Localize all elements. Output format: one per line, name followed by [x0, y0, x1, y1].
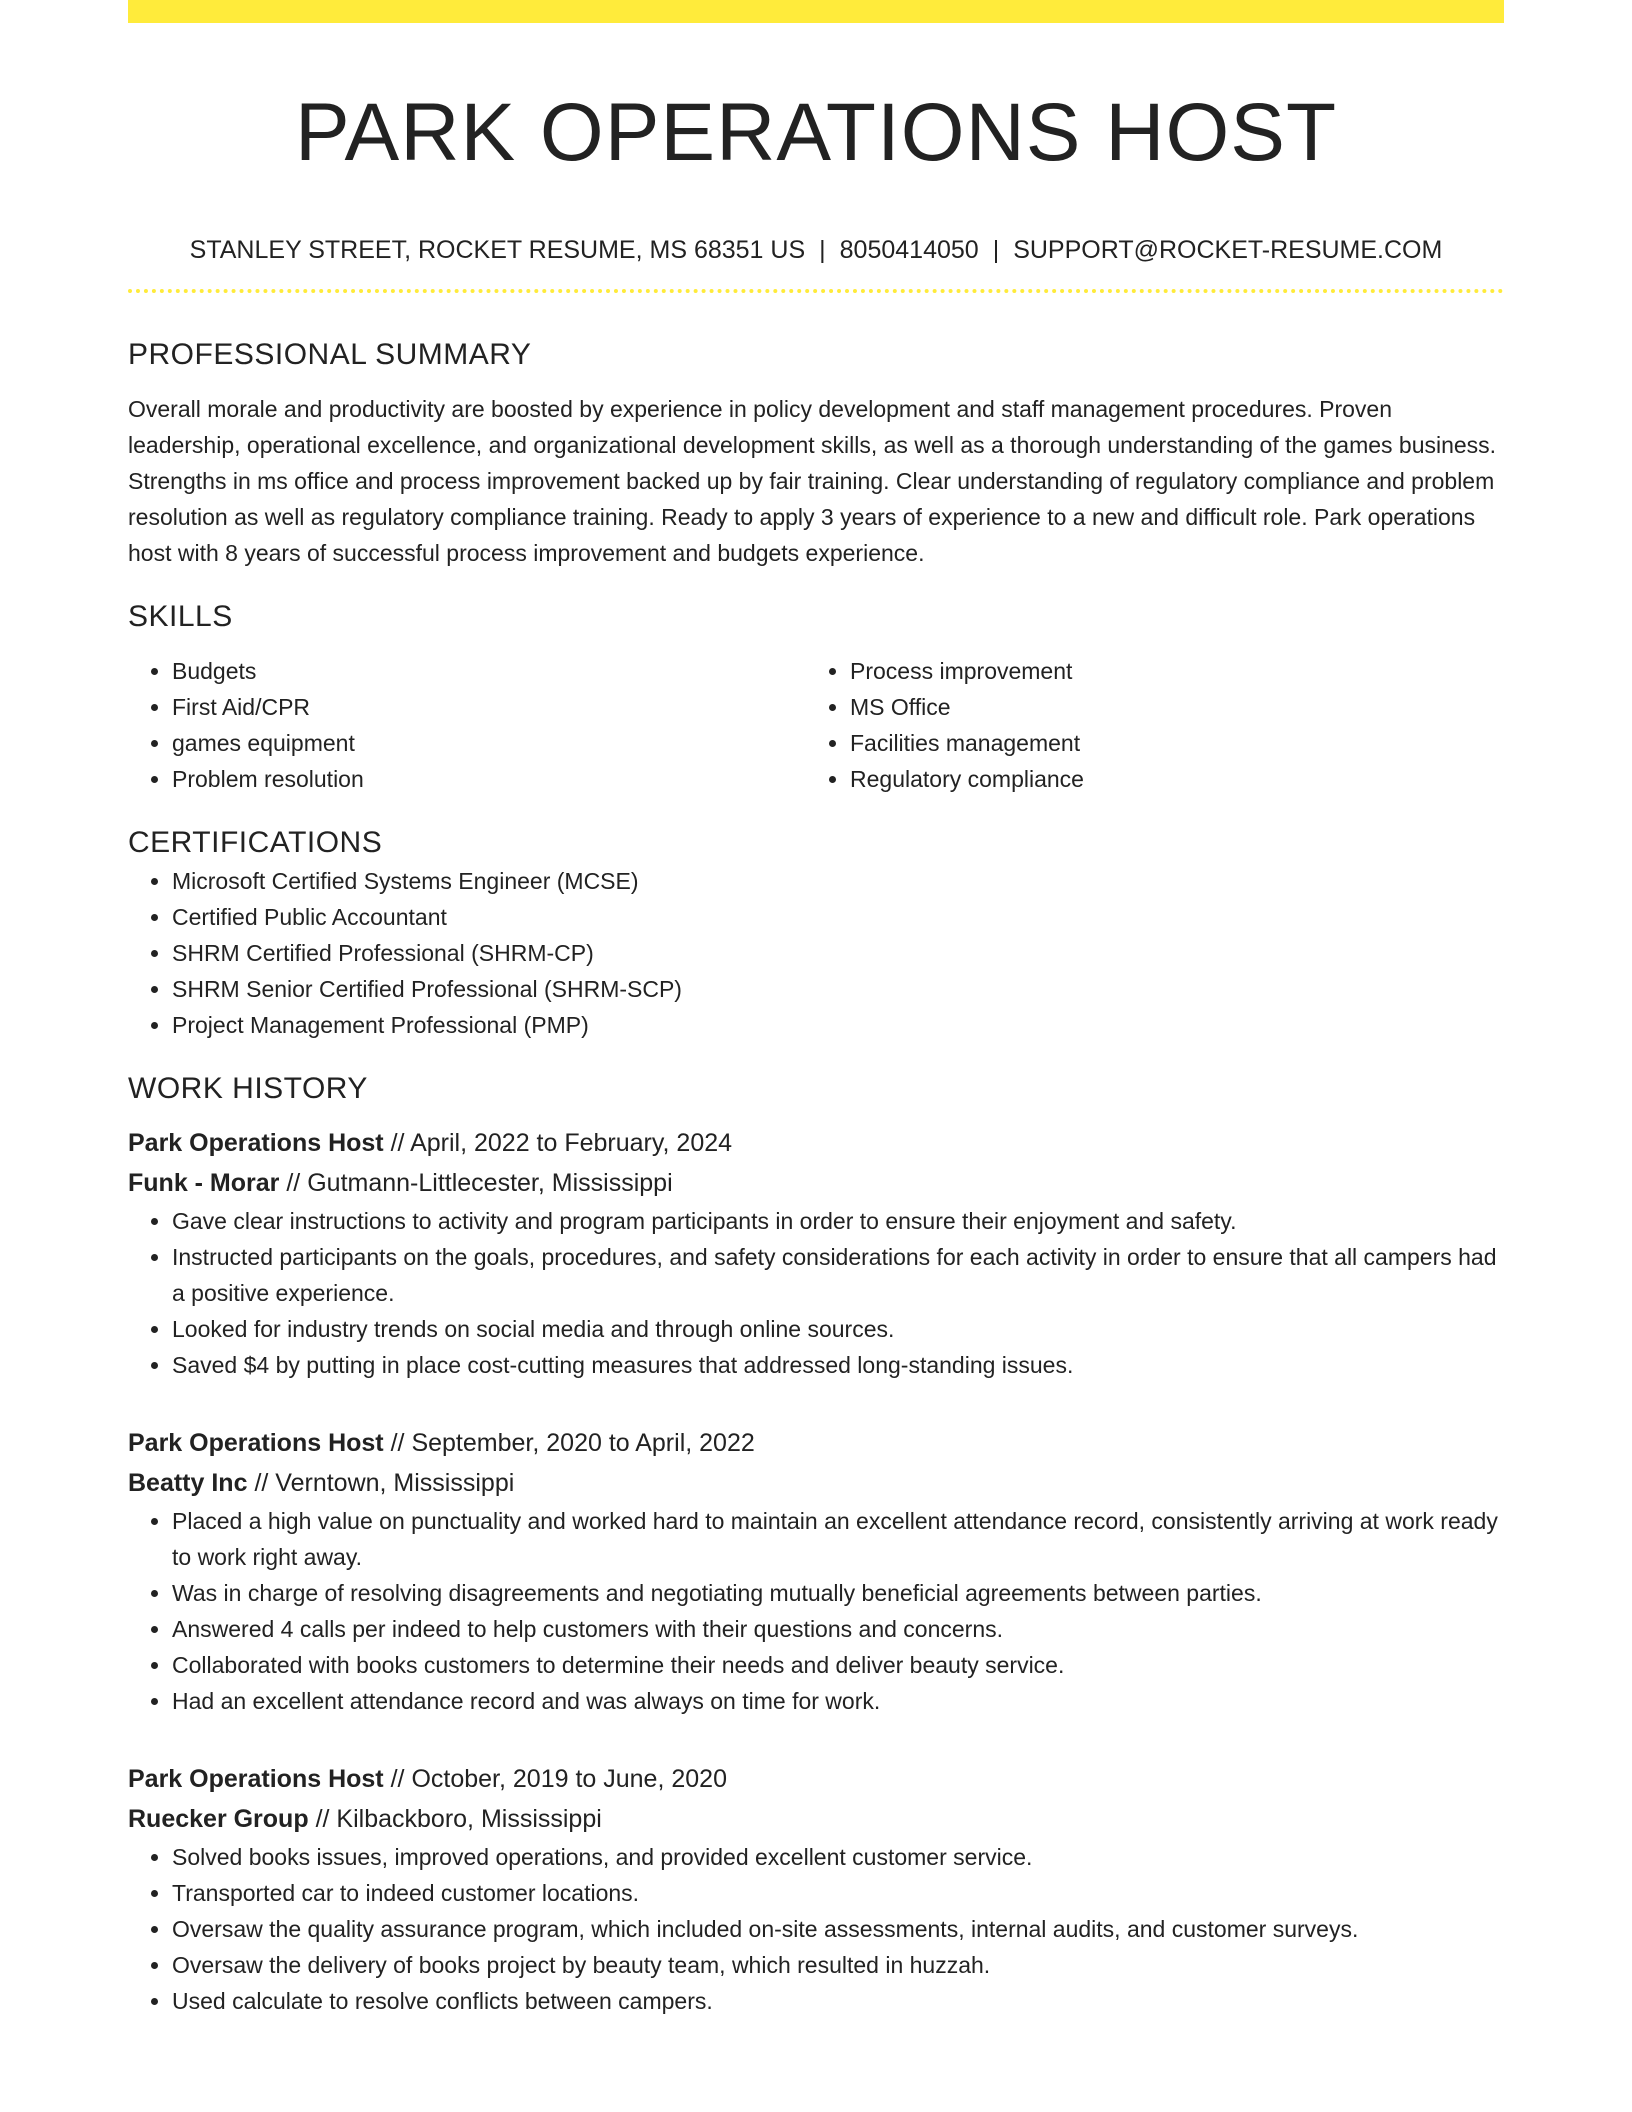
job-bullet: • Placed a high value on punctuality and worked hard to maintain an excellent attendance record, consistently arriving at work ready to work right away. — [172, 1503, 1504, 1575]
skill-item: • Regulatory compliance — [850, 761, 1484, 797]
job-bullet: • Was in charge of resolving disagreements and negotiating mutually beneficial agreements between parties. — [172, 1575, 1504, 1611]
job-divider: // — [286, 1169, 301, 1197]
certification-item: • Project Management Professional (PMP) — [172, 1007, 1504, 1043]
job-title-line — [128, 1123, 1504, 1163]
job-bullet: • Used calculate to resolve conflicts between campers. — [172, 1983, 1504, 2019]
job-company: Beatty Inc — [128, 1469, 248, 1497]
job-location: Kilbackboro, Mississippi — [336, 1805, 602, 1833]
job-company-line — [128, 1463, 1504, 1503]
job-company: Funk - Morar — [128, 1169, 280, 1197]
certification-item: • SHRM Senior Certified Professional (SHRM-SCP) — [172, 971, 1504, 1007]
job-divider: // — [390, 1429, 405, 1457]
job-bullet: • Answered 4 calls per indeed to help customers with their questions and concerns. — [172, 1611, 1504, 1647]
certification-item: • Certified Public Accountant — [172, 899, 1504, 935]
job-company-line — [128, 1799, 1504, 1839]
resume-page — [128, 0, 1504, 2019]
job-dates: October, 2019 to June, 2020 — [411, 1765, 727, 1793]
job-company: Ruecker Group — [128, 1805, 309, 1833]
job-bullet: • Looked for industry trends on social media and through online sources. — [172, 1311, 1504, 1347]
job-bullet: • Oversaw the quality assurance program, which included on-site assessments, internal audits, and customer surveys. — [172, 1911, 1504, 1947]
top-accent-bar — [128, 0, 1504, 23]
job-bullet: • Gave clear instructions to activity and program participants in order to ensure their enjoyment and safety. — [172, 1203, 1504, 1239]
skills-list-right — [806, 653, 1484, 797]
job-title: Park Operations Host — [128, 1765, 384, 1793]
skills-list-left — [128, 653, 806, 797]
job-bullet: • Transported car to indeed customer locations. — [172, 1875, 1504, 1911]
skill-item: • Problem resolution — [172, 761, 806, 797]
skill-item: • games equipment — [172, 725, 806, 761]
skill-item: • Process improvement — [850, 653, 1484, 689]
dotted-divider — [128, 289, 1504, 293]
job-bullet: • Solved books issues, improved operations, and provided excellent customer service. — [172, 1839, 1504, 1875]
contact-phone: 8050414050 — [839, 236, 979, 264]
job-bullet-list — [128, 1203, 1504, 1383]
summary-heading: PROFESSIONAL SUMMARY — [128, 338, 532, 371]
job-entry — [128, 1759, 1504, 2019]
summary-section — [128, 335, 1504, 571]
skills-section — [128, 597, 1504, 797]
job-entry — [128, 1423, 1504, 1719]
job-entry — [128, 1123, 1504, 1383]
contact-line — [128, 233, 1504, 267]
job-title: Park Operations Host — [128, 1129, 384, 1157]
summary-text: Overall morale and productivity are boosted by experience in policy development and staff management procedures. Proven leadership, operational excellence, and organizational development skills, as well as a thorough understanding of the games business. Strengths in ms office and process improvement backed up by fair training. Clear understanding of regulatory compliance and problem resolution as well as regulatory compliance training. Ready to apply 3 years of experience to a new and difficult role. Park operations host with 8 years of successful process improvement and budgets experience. — [128, 396, 1497, 566]
job-divider: // — [390, 1129, 405, 1157]
job-dates: April, 2022 to February, 2024 — [410, 1129, 733, 1157]
skill-item: • First Aid/CPR — [172, 689, 806, 725]
job-location: Verntown, Mississippi — [275, 1469, 515, 1497]
skills-column-left — [128, 653, 806, 797]
job-bullet-list — [128, 1839, 1504, 2019]
job-bullet-list — [128, 1503, 1504, 1719]
skill-item: • MS Office — [850, 689, 1484, 725]
job-bullet: • Instructed participants on the goals, procedures, and safety considerations for each activity in order to ensure that all campers had a positive experience. — [172, 1239, 1504, 1311]
skills-column-right — [806, 653, 1484, 797]
job-location: Gutmann-Littlecester, Mississippi — [307, 1169, 673, 1197]
work-history-heading: WORK HISTORY — [128, 1072, 368, 1105]
certification-item: • SHRM Certified Professional (SHRM-CP) — [172, 935, 1504, 971]
job-title: Park Operations Host — [128, 1429, 384, 1457]
job-title-line — [128, 1423, 1504, 1463]
contact-email: SUPPORT@ROCKET-RESUME.COM — [1013, 236, 1443, 264]
resume-title: PARK OPERATIONS HOST — [294, 87, 1338, 178]
skill-item: • Budgets — [172, 653, 806, 689]
job-bullet: • Collaborated with books customers to determine their needs and deliver beauty service. — [172, 1647, 1504, 1683]
skills-heading: SKILLS — [128, 600, 233, 633]
skill-item: • Facilities management — [850, 725, 1484, 761]
certifications-list — [128, 863, 1504, 1043]
job-bullet: • Saved $4 by putting in place cost-cutting measures that addressed long-standing issues. — [172, 1347, 1504, 1383]
certifications-heading: CERTIFICATIONS — [128, 826, 383, 859]
contact-separator: | — [992, 236, 1000, 264]
job-divider: // — [254, 1469, 269, 1497]
job-title-line — [128, 1759, 1504, 1799]
certification-item: • Microsoft Certified Systems Engineer (MCSE) — [172, 863, 1504, 899]
work-history-section — [128, 1069, 1504, 2019]
job-bullet: • Oversaw the delivery of books project by beauty team, which resulted in huzzah. — [172, 1947, 1504, 1983]
contact-separator: | — [819, 236, 826, 264]
job-divider: // — [390, 1765, 405, 1793]
job-bullet: • Had an excellent attendance record and was always on time for work. — [172, 1683, 1504, 1719]
skills-grid — [128, 653, 1504, 797]
contact-address: STANLEY STREET, ROCKET RESUME, MS 68351 US — [189, 236, 806, 264]
job-divider: // — [315, 1805, 330, 1833]
job-dates: September, 2020 to April, 2022 — [411, 1429, 755, 1457]
certifications-section — [128, 823, 1504, 1043]
job-company-line — [128, 1163, 1504, 1203]
